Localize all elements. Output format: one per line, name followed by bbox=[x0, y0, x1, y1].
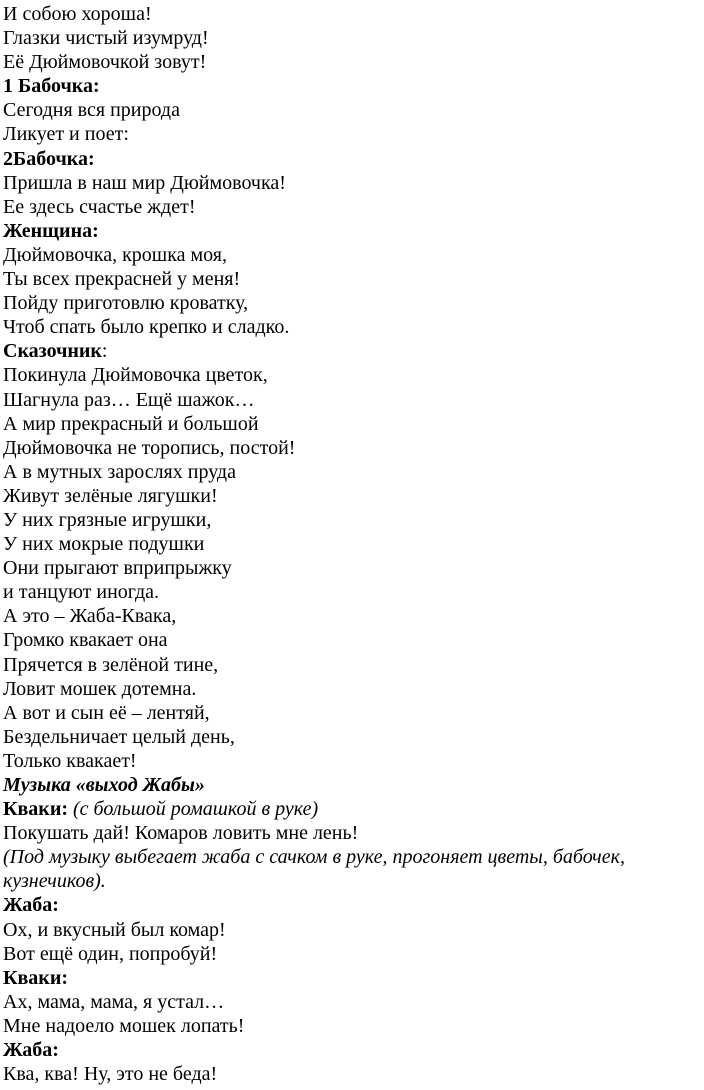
verse-line: Шагнула раз… Ещё шажок… bbox=[3, 388, 255, 411]
verse-line: У них грязные игрушки, bbox=[3, 508, 212, 531]
verse-line: Дюймовочка, крошка моя, bbox=[3, 243, 227, 266]
speaker-label: Сказочник bbox=[3, 340, 102, 363]
verse-line: Ах, мама, мама, я устал… bbox=[3, 990, 225, 1013]
verse-line: А это – Жаба-Квака, bbox=[3, 605, 177, 628]
verse-line: Пойду приготовлю кроватку, bbox=[3, 292, 249, 315]
verse-line: Ох, и вкусный был комар! bbox=[3, 918, 226, 941]
verse-line: Только квакает! bbox=[3, 749, 137, 772]
verse-line: Покушать дай! Комаров ловить мне лень! bbox=[3, 822, 359, 845]
verse-line: Ее здесь счастье ждет! bbox=[3, 195, 196, 218]
verse-line: Громко квакает она bbox=[3, 629, 168, 652]
verse-line: Живут зелёные лягушки! bbox=[3, 484, 218, 507]
verse-line: Дюймовочка не торопись, постой! bbox=[3, 436, 296, 459]
verse-line: Ловит мошек дотемна. bbox=[3, 677, 197, 700]
speaker-line bbox=[3, 797, 704, 821]
verse-line: Ликует и поет: bbox=[3, 123, 129, 146]
stage-remark: (с большой ромашкой в руке) bbox=[68, 798, 319, 821]
speaker-label: Жаба: bbox=[3, 1039, 59, 1062]
verse-line: Вот ещё один, попробуй! bbox=[3, 942, 218, 965]
verse-line: Пришла в наш мир Дюймовочка! bbox=[3, 171, 286, 194]
speaker-colon: : bbox=[101, 340, 108, 363]
verse-line: Покинула Дюймовочка цветок, bbox=[3, 364, 268, 387]
verse-line: Чтоб спать было крепко и сладко. bbox=[3, 316, 290, 339]
verse-line: Её Дюймовочкой зовут! bbox=[3, 51, 207, 74]
speaker-line bbox=[3, 339, 704, 363]
stage-direction: (Под музыку выбегает жаба с сачком в руке, прогоняет цветы, бабочек, кузнечиков). bbox=[3, 846, 625, 893]
speaker-label: Кваки: bbox=[3, 798, 69, 821]
speaker-label: Кваки: bbox=[3, 966, 69, 989]
speaker-label: 2Бабочка: bbox=[3, 147, 95, 170]
verse-line: и танцуют иногда. bbox=[3, 581, 160, 604]
speaker-label: Женщина: bbox=[3, 219, 99, 242]
speaker-label: Жаба: bbox=[3, 894, 59, 917]
verse-line: А в мутных зарослях пруда bbox=[3, 460, 236, 483]
music-cue: Музыка «выход Жабы» bbox=[3, 774, 205, 796]
verse-line: Глазки чистый изумруд! bbox=[3, 27, 209, 50]
verse-line: А мир прекрасный и большой bbox=[3, 412, 259, 435]
verse-line: Ква, ква! Ну, это не беда! bbox=[3, 1063, 218, 1086]
verse-line: Мне надоело мошек лопать! bbox=[3, 1014, 245, 1037]
verse-line: Бездельничает целый день, bbox=[3, 725, 235, 748]
verse-line: У них мокрые подушки bbox=[3, 533, 205, 556]
verse-line: Прячется в зелёной тине, bbox=[3, 653, 219, 676]
verse-line: И собою хороша! bbox=[3, 3, 152, 25]
verse-line: Сегодня вся природа bbox=[3, 99, 180, 122]
verse-line: А вот и сын её – лентяй, bbox=[3, 701, 210, 724]
verse-line: Они прыгают вприпрыжку bbox=[3, 557, 232, 580]
speaker-label: 1 Бабочка: bbox=[3, 75, 100, 98]
verse-line: Ты всех прекрасней у меня! bbox=[3, 268, 241, 291]
